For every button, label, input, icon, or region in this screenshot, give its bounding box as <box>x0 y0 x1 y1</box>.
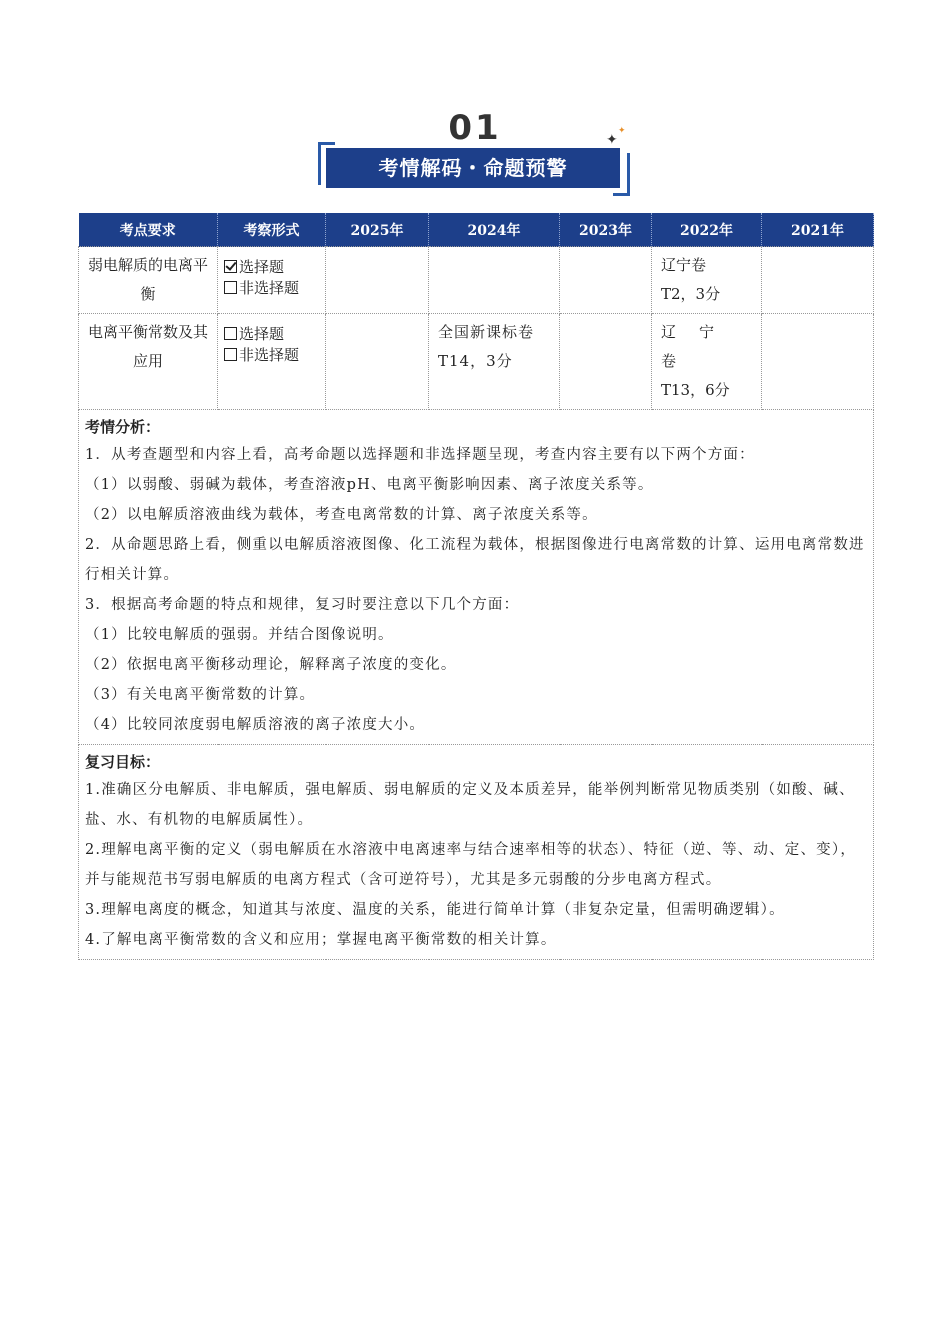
cell-2023 <box>560 247 652 314</box>
table-row <box>79 247 874 314</box>
header-2023: 2023年 <box>560 213 652 247</box>
sparkle-dot-icon: ✦ <box>618 126 626 136</box>
analysis-heading: 考情分析： <box>85 418 161 436</box>
header-format: 考察形式 <box>218 213 326 247</box>
goal-item: 1.准确区分电解质、非电解质，强电解质、弱电解质的定义及本质差异，能举例判断常见物质类别（如酸、碱、盐、水、有机物的电解质属性）。 <box>85 782 855 828</box>
cell-2022: 辽 宁 卷 T13，6分 <box>652 314 762 410</box>
analysis-item: （1）比较电解质的强弱。并结合图像说明。 <box>85 627 394 643</box>
checkbox-icon <box>224 327 237 340</box>
header-2022: 2022年 <box>652 213 762 247</box>
format-cell <box>218 314 326 410</box>
analysis-item: （1）以弱酸、弱碱为载体，考查溶液pH、电离平衡影响因素、离子浓度关系等。 <box>85 477 654 493</box>
goals-section <box>79 745 874 960</box>
cell-2024 <box>429 247 560 314</box>
analysis-item: 1．从考查题型和内容上看，高考命题以选择题和非选择题呈现，考查内容主要有以下两个方面： <box>85 447 755 463</box>
cell-2024: 全国新课标卷 T14，3分 <box>429 314 560 410</box>
checkbox-icon <box>224 348 237 361</box>
analysis-item: （4）比较同浓度弱电解质溶液的离子浓度大小。 <box>85 717 426 733</box>
checkbox-checked-icon <box>224 260 237 273</box>
analysis-item: （3）有关电离平衡常数的计算。 <box>85 687 316 703</box>
goals-heading: 复习目标： <box>85 753 161 771</box>
cell-2025 <box>326 247 429 314</box>
cell-2022: 辽宁卷 T2，3分 <box>652 247 762 314</box>
option-non-multiple-choice: 非选择题 <box>224 345 319 366</box>
table-header-row <box>79 213 874 247</box>
format-cell <box>218 247 326 314</box>
header-2025: 2025年 <box>326 213 429 247</box>
cell-2021 <box>762 314 874 410</box>
goal-item: 4.了解电离平衡常数的含义和应用；掌握电离平衡常数的相关计算。 <box>85 932 557 948</box>
analysis-item: （2）依据电离平衡移动理论，解释离子浓度的变化。 <box>85 657 457 673</box>
banner-title: 考情解码・命题预警 <box>326 148 620 188</box>
header-2021: 2021年 <box>762 213 874 247</box>
goals-row <box>79 745 874 960</box>
topic-cell: 弱电解质的电离平衡 <box>79 247 218 314</box>
analysis-section <box>79 410 874 745</box>
header-topic: 考点要求 <box>79 213 218 247</box>
section-number: 01 <box>448 108 502 148</box>
option-multiple-choice: 选择题 <box>224 324 319 345</box>
exam-analysis-table <box>78 213 874 960</box>
analysis-item: （2）以电解质溶液曲线为载体，考查电离常数的计算、离子浓度关系等。 <box>85 507 598 523</box>
goal-item: 3.理解电离度的概念，知道其与浓度、温度的关系，能进行简单计算（非复杂定量，但需明确逻辑）。 <box>85 902 785 918</box>
header-2024: 2024年 <box>429 213 560 247</box>
table-row <box>79 314 874 410</box>
cell-2025 <box>326 314 429 410</box>
analysis-item: 2．从命题思路上看，侧重以电解质溶液图像、化工流程为载体，根据图像进行电离常数的计算、运用电离常数进行相关计算。 <box>85 537 865 583</box>
analysis-item: 3．根据高考命题的特点和规律，复习时要注意以下几个方面： <box>85 597 520 613</box>
topic-cell: 电离平衡常数及其应用 <box>79 314 218 410</box>
option-non-multiple-choice: 非选择题 <box>224 278 319 299</box>
sparkle-icon: ✦ <box>606 132 618 148</box>
checkbox-icon <box>224 281 237 294</box>
cell-2021 <box>762 247 874 314</box>
analysis-row <box>79 410 874 745</box>
cell-2023 <box>560 314 652 410</box>
option-multiple-choice: 选择题 <box>224 257 319 278</box>
goal-item: 2.理解电离平衡的定义（弱电解质在水溶液中电离速率与结合速率相等的状态）、特征（逆、等、动、定、变），并与能规范书写弱电解质的电离方程式（含可逆符号），尤其是多元弱酸的分步电离方程式。 <box>85 842 857 888</box>
